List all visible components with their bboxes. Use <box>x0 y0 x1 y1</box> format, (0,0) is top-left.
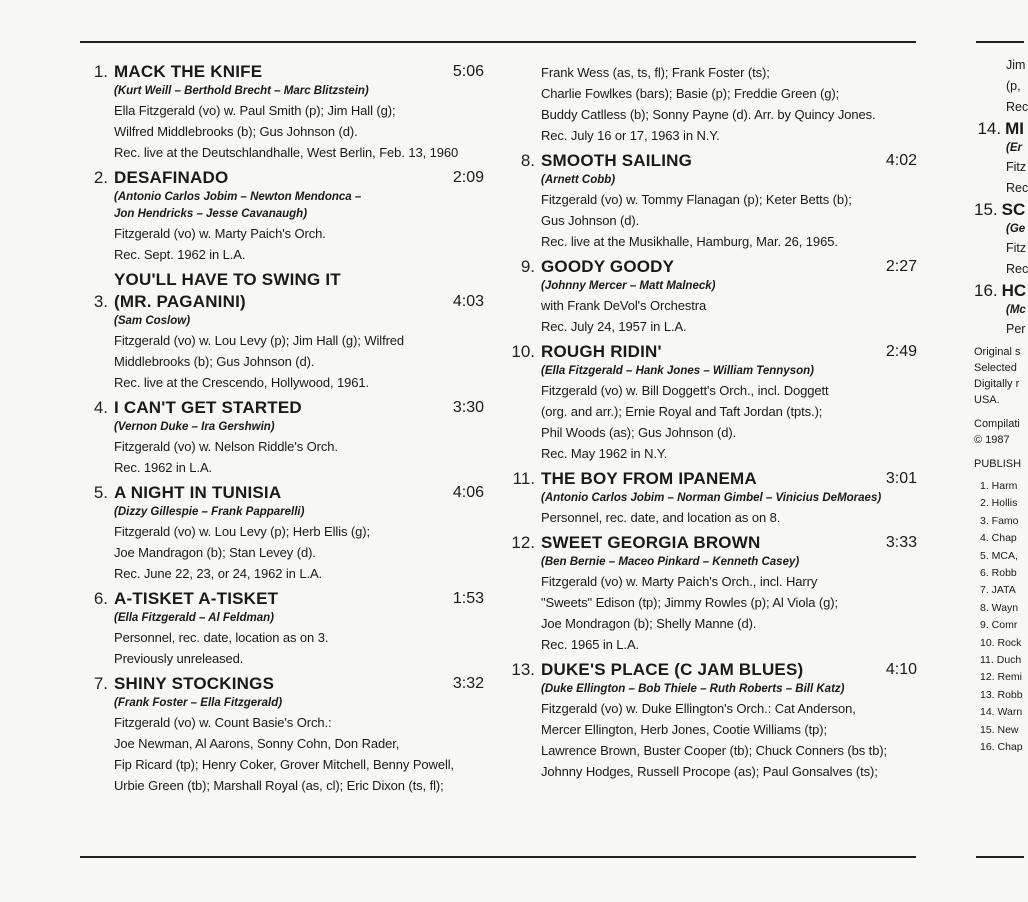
note-line: Digitally r <box>974 378 1020 390</box>
publishers-label: PUBLISH <box>974 458 1022 470</box>
track-composers: (Kurt Weill – Berthold Brecht – Marc Blitzstein) <box>114 85 369 97</box>
track-personnel-line: (org. and arr.); Ernie Royal and Taft Jordan (tpts.); <box>541 404 823 419</box>
track-header <box>507 341 917 363</box>
track-title: SC <box>1001 200 1026 219</box>
track-personnel-line: Rec. Sept. 1962 in L.A. <box>114 247 246 262</box>
track-header <box>80 482 484 504</box>
track-title: A NIGHT IN TUNISIA <box>114 483 282 502</box>
track-composers: (Er <box>1006 142 1022 154</box>
track-personnel-line: Joe Mondragon (b); Shelly Manne (d). <box>541 616 757 631</box>
track-composers: (Ella Fitzgerald – Al Feldman) <box>114 612 274 624</box>
track-number: 16. <box>974 281 998 300</box>
track-header <box>80 167 484 189</box>
track-details <box>80 419 484 478</box>
track-personnel-line: Ella Fitzgerald (vo) w. Paul Smith (p); Jim Hall (g); <box>114 103 396 118</box>
column-middle <box>507 62 917 786</box>
track-title: MACK THE KNIFE <box>114 62 263 81</box>
track-composers: Jon Hendricks – Jesse Cavanaugh) <box>114 208 308 220</box>
track-duration: 4:06 <box>452 484 484 501</box>
publisher-line: 16. Chap <box>980 741 1023 754</box>
track-composers: (Arnett Cobb) <box>541 174 616 186</box>
track-title: DUKE'S PLACE (C JAM BLUES) <box>541 660 804 679</box>
track-listing <box>507 532 917 655</box>
track-personnel-line: Fitzgerald (vo) w. Marty Paich's Orch. <box>114 226 326 241</box>
track-listing <box>80 269 484 393</box>
track-title: I CAN'T GET STARTED <box>114 398 302 417</box>
track-details <box>507 490 917 528</box>
continued-personnel <box>507 62 917 146</box>
track-duration: 3:30 <box>452 399 484 416</box>
track-listing <box>507 256 917 337</box>
publisher-line: 5. MCA, <box>980 549 1018 562</box>
track-title: HC <box>1001 281 1027 300</box>
track-composers: (Dizzy Gillespie – Frank Papparelli) <box>114 506 305 518</box>
track-title: DESAFINADO <box>114 168 229 187</box>
partial-line: Fitz <box>1006 241 1027 255</box>
track-number: 9. <box>520 257 535 276</box>
publisher-line: 3. Famo <box>980 514 1019 527</box>
track-number: 11. <box>512 469 535 488</box>
track-personnel-line: Gus Johnson (d). <box>541 213 640 228</box>
track-composers: (Antonio Carlos Jobim – Norman Gimbel – Vinicius DeMoraes) <box>541 492 882 504</box>
track-listing <box>80 588 484 669</box>
track-duration: 4:10 <box>885 661 917 678</box>
track-duration: 2:49 <box>885 343 917 360</box>
publisher-line: 13. Robb <box>980 688 1023 701</box>
note-line: © 1987 <box>974 434 1010 446</box>
track-personnel-line: Rec. May 1962 in N.Y. <box>541 446 668 461</box>
track-details <box>80 610 484 669</box>
track-listing <box>80 482 484 584</box>
track-personnel-line: Middlebrooks (b); Gus Johnson (d). <box>114 354 315 369</box>
column-right-partial <box>974 55 1028 757</box>
track-personnel-line: Fip Ricard (tp); Henry Coker, Grover Mitchell, Benny Powell, <box>114 757 455 772</box>
track-title: SMOOTH SAILING <box>541 151 693 170</box>
track-personnel-line: Urbie Green (tb); Marshall Royal (as, cl); Eric Dixon (ts, fl); <box>114 778 444 793</box>
track-number: 2. <box>93 168 108 187</box>
bottom-rule-right <box>976 856 1024 858</box>
publisher-line: 8. Wayn <box>980 601 1019 614</box>
track-title: MI <box>1005 119 1024 138</box>
track-duration: 3:01 <box>885 470 917 487</box>
track-number: 7. <box>93 674 108 693</box>
publisher-line: 2. Hollis <box>980 497 1018 510</box>
track-header <box>507 150 917 172</box>
track-personnel-line: Rec. July 16 or 17, 1963 in N.Y. <box>541 128 720 143</box>
publisher-line: 15. New <box>980 723 1019 736</box>
track-personnel-line: Fitzgerald (vo) w. Count Basie's Orch.: <box>114 715 332 730</box>
track-listing <box>507 341 917 464</box>
track-personnel-line: Rec. July 24, 1957 in L.A. <box>541 319 687 334</box>
track-header <box>507 532 917 554</box>
track-personnel-line: Joe Newman, Al Aarons, Sonny Cohn, Don Rader, <box>114 736 400 751</box>
track-title: ROUGH RIDIN' <box>541 342 662 361</box>
track-number: 5. <box>93 483 108 502</box>
column-left <box>80 61 484 800</box>
track-personnel-line: Rec. live at the Deutschlandhalle, West Berlin, Feb. 13, 1960 <box>114 145 459 160</box>
track-listing <box>507 150 917 252</box>
compilation-notes <box>974 416 1024 448</box>
track-title: YOU'LL HAVE TO SWING IT (MR. PAGANINI) <box>114 270 341 311</box>
track-composers: (Frank Foster – Ella Fitzgerald) <box>114 697 283 709</box>
track-personnel-line: Fitzgerald (vo) w. Marty Paich's Orch., incl. Harry <box>541 574 818 589</box>
track-personnel-line: Fitzgerald (vo) w. Lou Levy (p); Herb Ellis (g); <box>114 524 371 539</box>
partial-line: Per <box>1006 322 1026 336</box>
track-number: 14. <box>977 119 1002 138</box>
track-personnel-line: Rec. live at the Crescendo, Hollywood, 1961. <box>114 375 370 390</box>
track-composers: (Duke Ellington – Bob Thiele – Ruth Roberts – Bill Katz) <box>541 683 845 695</box>
track-number: 15. <box>974 200 998 219</box>
track-personnel-line: Fitzgerald (vo) w. Bill Doggett's Orch., incl. Doggett <box>541 383 829 398</box>
track-duration: 2:27 <box>885 258 917 275</box>
track-number: 3. <box>93 292 108 311</box>
track-header <box>80 269 484 313</box>
track-listing <box>80 397 484 478</box>
track-details <box>80 313 484 393</box>
track-composers: (Ella Fitzgerald – Hank Jones – William Tennyson) <box>541 365 814 377</box>
track-personnel-line: Frank Wess (as, ts, fl); Frank Foster (ts); <box>541 65 770 80</box>
partial-line: Rec <box>1006 262 1028 276</box>
track-personnel-line: Rec. live at the Musikhalle, Hamburg, Mar. 26, 1965. <box>541 234 838 249</box>
track-details <box>80 504 484 584</box>
track-header <box>80 397 484 419</box>
track-details <box>80 189 484 265</box>
track-details <box>507 363 917 464</box>
bottom-rule <box>80 856 916 858</box>
track-personnel-line: Rec. June 22, 23, or 24, 1962 in L.A. <box>114 566 323 581</box>
track-composers: (Ge <box>1006 223 1026 235</box>
track-personnel-line: Rec. 1962 in L.A. <box>114 460 213 475</box>
track-personnel-line: Fitzgerald (vo) w. Duke Ellington's Orch.: Cat Anderson, <box>541 701 856 716</box>
track-personnel-line: Johnny Hodges, Russell Procope (as); Paul Gonsalves (ts); <box>541 764 878 779</box>
partial-line: Fitz <box>1006 160 1027 174</box>
track-listing <box>80 167 484 265</box>
track-title: A-TISKET A-TISKET <box>114 589 279 608</box>
track-title: THE BOY FROM IPANEMA <box>541 469 757 488</box>
track-header <box>80 673 484 695</box>
track-personnel-line: Fitzgerald (vo) w. Nelson Riddle's Orch. <box>114 439 338 454</box>
track-title: SWEET GEORGIA BROWN <box>541 533 761 552</box>
track-personnel-line: Mercer Ellington, Herb Jones, Cootie Williams (tp); <box>541 722 828 737</box>
publisher-line: 1. Harm <box>980 480 1018 492</box>
track-personnel-line: with Frank DeVol's Orchestra <box>541 298 707 313</box>
track-personnel-line: Phil Woods (as); Gus Johnson (d). <box>541 425 737 440</box>
track-duration: 2:09 <box>452 169 484 186</box>
track-listing <box>80 61 484 163</box>
track-title: GOODY GOODY <box>541 257 675 276</box>
publisher-line: 10. Rock <box>980 636 1022 649</box>
track-personnel-line: Personnel, rec. date, and location as on 8. <box>541 510 781 525</box>
track-duration: 4:02 <box>885 152 917 169</box>
track-details <box>507 172 917 252</box>
track-details <box>507 554 917 655</box>
track-number: 8. <box>520 151 535 170</box>
track-personnel-line: Previously unreleased. <box>114 651 244 666</box>
track-number: 13. <box>511 660 535 679</box>
track-header <box>507 659 917 681</box>
track-duration: 3:33 <box>885 534 917 551</box>
track-header <box>80 588 484 610</box>
publisher-line: 12. Remi <box>980 671 1023 684</box>
liner-notes <box>974 344 1024 408</box>
track-duration: 1:53 <box>452 590 484 607</box>
note-line: Compilati <box>974 418 1020 430</box>
track-header <box>507 468 917 490</box>
track-number: 10. <box>511 342 535 361</box>
partial-line: Rec <box>1006 181 1028 195</box>
track-personnel-line: Charlie Fowlkes (bars); Basie (p); Freddie Green (g); <box>541 86 840 101</box>
track-personnel-line: Lawrence Brown, Buster Cooper (tb); Chuck Conners (bs tb); <box>541 743 888 758</box>
publisher-line: 4. Chap <box>980 532 1017 545</box>
track-details <box>80 83 484 163</box>
partial-track-header <box>974 118 1024 140</box>
note-line: Original s <box>974 346 1021 358</box>
partial-line: (p, <box>1006 79 1021 93</box>
partial-track-header <box>974 199 1024 221</box>
track-personnel-line: Fitzgerald (vo) w. Tommy Flanagan (p); Keter Betts (b); <box>541 192 852 207</box>
publisher-line: 7. JATA <box>980 584 1016 597</box>
track-personnel-line: Fitzgerald (vo) w. Lou Levy (p); Jim Hall (g); Wilfred <box>114 333 405 348</box>
track-listing <box>507 468 917 528</box>
track-composers: (Ben Bernie – Maceo Pinkard – Kenneth Casey) <box>541 556 800 568</box>
track-number: 6. <box>93 589 108 608</box>
track-personnel-line: Buddy Catlless (b); Sonny Payne (d). Arr. by Quincy Jones. <box>541 107 876 122</box>
track-personnel-line: "Sweets" Edison (tp); Jimmy Rowles (p); Al Viola (g); <box>541 595 839 610</box>
track-personnel-line: Rec. 1965 in L.A. <box>541 637 640 652</box>
partial-track-header <box>974 280 1027 302</box>
track-details <box>80 695 484 796</box>
track-composers: (Johnny Mercer – Matt Malneck) <box>541 280 716 292</box>
top-rule-right <box>976 41 1024 43</box>
track-composers: (Mc <box>1006 304 1026 316</box>
track-personnel-line: Joe Mandragon (b); Stan Levey (d). <box>114 545 316 560</box>
track-duration: 3:32 <box>452 675 484 692</box>
track-details <box>507 681 917 782</box>
track-personnel-line: Personnel, rec. date, location as on 3. <box>114 630 329 645</box>
track-duration: 4:03 <box>452 293 484 310</box>
track-listing <box>80 673 484 796</box>
partial-line: Rec <box>1006 100 1028 114</box>
publisher-line: 9. Comr <box>980 619 1018 632</box>
track-details <box>507 278 917 337</box>
track-listing <box>507 659 917 782</box>
track-header <box>80 61 484 83</box>
track-header <box>507 256 917 278</box>
track-number: 1. <box>93 62 108 81</box>
track-composers: (Antonio Carlos Jobim – Newton Mendonca – <box>114 191 362 203</box>
publisher-line: 11. Duch <box>980 654 1022 667</box>
note-line: USA. <box>974 394 1000 406</box>
top-rule <box>80 41 916 43</box>
track-duration: 5:06 <box>452 63 484 80</box>
track-composers: (Sam Coslow) <box>114 315 191 327</box>
track-number: 12. <box>511 533 535 552</box>
track-number: 4. <box>93 398 108 417</box>
publisher-line: 14. Warn <box>980 706 1023 719</box>
track-title: SHINY STOCKINGS <box>114 674 275 693</box>
track-personnel-line: Wilfred Middlebrooks (b); Gus Johnson (d). <box>114 124 358 139</box>
track-composers: (Vernon Duke – Ira Gershwin) <box>114 421 275 433</box>
partial-line: Jim <box>1006 58 1026 72</box>
publisher-line: 6. Robb <box>980 567 1017 580</box>
note-line: Selected <box>974 362 1017 374</box>
